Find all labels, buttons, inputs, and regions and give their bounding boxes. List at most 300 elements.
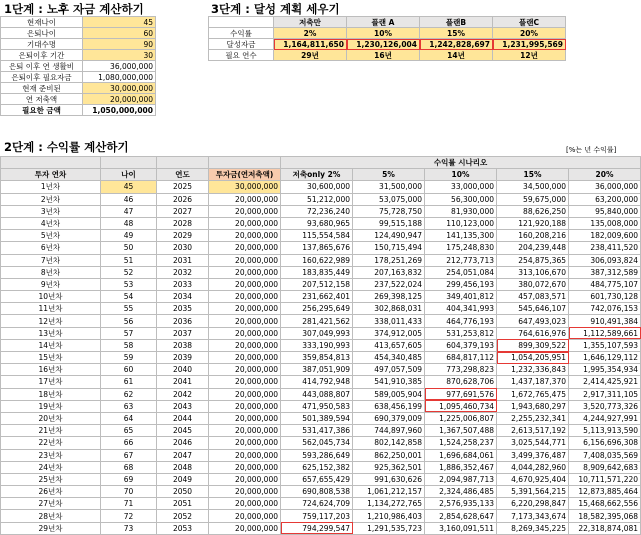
fund-value-cell[interactable]: 30,000,000 bbox=[83, 83, 156, 94]
table-cell[interactable]: 3,520,773,326 bbox=[569, 400, 641, 412]
table-cell[interactable]: 2,414,425,921 bbox=[569, 376, 641, 388]
table-cell[interactable]: 589,005,904 bbox=[353, 388, 425, 400]
table-cell[interactable]: 2036 bbox=[157, 315, 209, 327]
table-cell[interactable]: 30,000,000 bbox=[209, 181, 281, 193]
table-cell[interactable]: 2,576,935,133 bbox=[425, 498, 497, 510]
table-cell[interactable]: 2,854,628,647 bbox=[425, 510, 497, 522]
table-cell[interactable]: 2053 bbox=[157, 522, 209, 534]
table-cell[interactable]: 2049 bbox=[157, 473, 209, 485]
fund-value-cell[interactable]: 1,050,000,000 bbox=[83, 105, 156, 116]
table-cell[interactable]: 59,675,000 bbox=[497, 193, 569, 205]
table-cell[interactable]: 307,049,993 bbox=[281, 327, 353, 339]
table-cell[interactable]: 2041 bbox=[157, 376, 209, 388]
table-cell[interactable]: 794,299,547 bbox=[281, 522, 353, 534]
table-cell[interactable]: 19년차 bbox=[1, 400, 101, 412]
plan-value-cell[interactable]: 16년 bbox=[347, 50, 420, 61]
table-cell[interactable]: 10,711,571,220 bbox=[569, 473, 641, 485]
table-cell[interactable]: 204,239,448 bbox=[497, 242, 569, 254]
table-cell[interactable]: 20,000,000 bbox=[209, 217, 281, 229]
table-cell[interactable]: 545,646,107 bbox=[497, 303, 569, 315]
table-cell[interactable]: 2043 bbox=[157, 400, 209, 412]
table-cell[interactable]: 6,156,696,308 bbox=[569, 437, 641, 449]
table-cell[interactable]: 387,312,589 bbox=[569, 266, 641, 278]
table-cell[interactable]: 2050 bbox=[157, 486, 209, 498]
table-cell[interactable]: 62 bbox=[101, 388, 157, 400]
column-header: 투자 연차 bbox=[1, 169, 101, 181]
table-cell[interactable]: 2040 bbox=[157, 364, 209, 376]
table-cell[interactable]: 36,000,000 bbox=[569, 181, 641, 193]
plan-value-cell[interactable]: 20% bbox=[493, 28, 566, 39]
table-cell[interactable]: 56,300,000 bbox=[425, 193, 497, 205]
table-cell[interactable]: 531,417,386 bbox=[281, 425, 353, 437]
table-cell[interactable]: 17년차 bbox=[1, 376, 101, 388]
table-cell[interactable]: 20,000,000 bbox=[209, 242, 281, 254]
table-cell[interactable]: 47 bbox=[101, 205, 157, 217]
table-cell[interactable]: 269,398,125 bbox=[353, 291, 425, 303]
fund-row bbox=[1, 83, 156, 94]
table-cell[interactable]: 2,255,232,341 bbox=[497, 412, 569, 424]
table-cell[interactable]: 6,220,298,847 bbox=[497, 498, 569, 510]
table-cell[interactable]: 870,628,706 bbox=[425, 376, 497, 388]
table-cell[interactable]: 4,244,927,991 bbox=[569, 412, 641, 424]
table-cell[interactable]: 53 bbox=[101, 278, 157, 290]
plan-value-cell[interactable]: 15% bbox=[420, 28, 493, 39]
table-cell[interactable]: 4,670,925,404 bbox=[497, 473, 569, 485]
table-cell[interactable]: 2033 bbox=[157, 278, 209, 290]
table-cell[interactable]: 387,051,909 bbox=[281, 364, 353, 376]
table-cell[interactable]: 254,051,084 bbox=[425, 266, 497, 278]
table-cell[interactable]: 18년차 bbox=[1, 388, 101, 400]
table-cell[interactable]: 20,000,000 bbox=[209, 230, 281, 242]
table-cell[interactable]: 3년차 bbox=[1, 205, 101, 217]
table-cell[interactable]: 4,044,282,960 bbox=[497, 461, 569, 473]
table-cell[interactable]: 20,000,000 bbox=[209, 522, 281, 534]
table-cell[interactable]: 22년차 bbox=[1, 437, 101, 449]
table-row bbox=[1, 291, 641, 303]
table-cell[interactable]: 20,000,000 bbox=[209, 193, 281, 205]
table-cell[interactable]: 99,515,188 bbox=[353, 217, 425, 229]
table-cell[interactable]: 20,000,000 bbox=[209, 364, 281, 376]
table-cell[interactable]: 1,355,107,593 bbox=[569, 339, 641, 351]
table-cell[interactable]: 182,009,600 bbox=[569, 230, 641, 242]
plan-row bbox=[209, 39, 566, 50]
table-cell[interactable]: 2032 bbox=[157, 266, 209, 278]
table-cell[interactable]: 414,792,948 bbox=[281, 376, 353, 388]
table-cell[interactable]: 404,341,993 bbox=[425, 303, 497, 315]
table-cell[interactable]: 20,000,000 bbox=[209, 461, 281, 473]
table-cell[interactable]: 7,173,343,674 bbox=[497, 510, 569, 522]
table-cell[interactable]: 11년차 bbox=[1, 303, 101, 315]
table-cell[interactable]: 20,000,000 bbox=[209, 205, 281, 217]
table-cell[interactable]: 70 bbox=[101, 486, 157, 498]
table-cell[interactable]: 256,295,649 bbox=[281, 303, 353, 315]
table-cell[interactable]: 59 bbox=[101, 352, 157, 364]
table-cell[interactable]: 183,835,449 bbox=[281, 266, 353, 278]
table-cell[interactable]: 93,680,965 bbox=[281, 217, 353, 229]
table-cell[interactable]: 2030 bbox=[157, 242, 209, 254]
table-cell[interactable]: 1,225,006,807 bbox=[425, 412, 497, 424]
table-cell[interactable]: 744,897,960 bbox=[353, 425, 425, 437]
table-cell[interactable]: 1,112,589,661 bbox=[569, 327, 641, 339]
table-cell[interactable]: 115,554,584 bbox=[281, 230, 353, 242]
table-cell[interactable]: 2031 bbox=[157, 254, 209, 266]
table-cell[interactable]: 95,840,000 bbox=[569, 205, 641, 217]
table-cell[interactable]: 764,616,976 bbox=[497, 327, 569, 339]
table-cell[interactable]: 3,499,376,487 bbox=[497, 449, 569, 461]
plan-value-cell[interactable]: 14년 bbox=[420, 50, 493, 61]
table-cell[interactable]: 281,421,562 bbox=[281, 315, 353, 327]
table-cell[interactable]: 88,626,250 bbox=[497, 205, 569, 217]
table-cell[interactable]: 72 bbox=[101, 510, 157, 522]
table-cell[interactable]: 24년차 bbox=[1, 461, 101, 473]
table-cell[interactable]: 2048 bbox=[157, 461, 209, 473]
table-cell[interactable]: 20,000,000 bbox=[209, 498, 281, 510]
table-cell[interactable]: 5년차 bbox=[1, 230, 101, 242]
table-cell[interactable]: 121,920,188 bbox=[497, 217, 569, 229]
table-cell[interactable]: 3,160,091,511 bbox=[425, 522, 497, 534]
table-cell[interactable]: 61 bbox=[101, 376, 157, 388]
table-cell[interactable]: 14년차 bbox=[1, 339, 101, 351]
table-cell[interactable]: 5,391,564,215 bbox=[497, 486, 569, 498]
table-cell[interactable]: 977,691,576 bbox=[425, 388, 497, 400]
table-cell[interactable]: 20,000,000 bbox=[209, 327, 281, 339]
table-cell[interactable]: 63,200,000 bbox=[569, 193, 641, 205]
table-cell[interactable]: 45 bbox=[101, 181, 157, 193]
table-cell[interactable]: 1,524,258,237 bbox=[425, 437, 497, 449]
table-cell[interactable]: 2,324,486,485 bbox=[425, 486, 497, 498]
table-cell[interactable]: 254,875,365 bbox=[497, 254, 569, 266]
table-cell[interactable]: 52 bbox=[101, 266, 157, 278]
table-cell[interactable]: 313,106,670 bbox=[497, 266, 569, 278]
table-cell[interactable]: 20,000,000 bbox=[209, 278, 281, 290]
table-cell[interactable]: 454,340,485 bbox=[353, 352, 425, 364]
table-cell[interactable]: 81,930,000 bbox=[425, 205, 497, 217]
table-row bbox=[1, 437, 641, 449]
table-cell[interactable]: 150,715,494 bbox=[353, 242, 425, 254]
table-cell[interactable]: 68 bbox=[101, 461, 157, 473]
table-cell[interactable]: 2052 bbox=[157, 510, 209, 522]
table-cell[interactable]: 3,025,544,771 bbox=[497, 437, 569, 449]
table-cell[interactable]: 53,075,000 bbox=[353, 193, 425, 205]
column-header: 연도 bbox=[157, 169, 209, 181]
table-cell[interactable]: 657,655,429 bbox=[281, 473, 353, 485]
table-cell[interactable]: 71 bbox=[101, 498, 157, 510]
table-cell[interactable]: 484,775,107 bbox=[569, 278, 641, 290]
table-cell[interactable]: 443,088,807 bbox=[281, 388, 353, 400]
table-cell[interactable]: 1,995,354,934 bbox=[569, 364, 641, 376]
table-cell[interactable]: 2037 bbox=[157, 327, 209, 339]
table-cell[interactable]: 57 bbox=[101, 327, 157, 339]
table-cell[interactable]: 2051 bbox=[157, 498, 209, 510]
table-row bbox=[1, 339, 641, 351]
table-cell[interactable]: 531,253,812 bbox=[425, 327, 497, 339]
table-cell[interactable]: 349,401,812 bbox=[425, 291, 497, 303]
table-cell[interactable]: 302,868,031 bbox=[353, 303, 425, 315]
table-cell[interactable]: 464,776,193 bbox=[425, 315, 497, 327]
table-cell[interactable]: 20,000,000 bbox=[209, 400, 281, 412]
table-cell[interactable]: 1,054,205,951 bbox=[497, 352, 569, 364]
table-cell[interactable]: 20,000,000 bbox=[209, 352, 281, 364]
table-cell[interactable]: 20,000,000 bbox=[209, 266, 281, 278]
table-cell[interactable]: 20,000,000 bbox=[209, 291, 281, 303]
table-cell[interactable]: 1,672,765,475 bbox=[497, 388, 569, 400]
scenario-spacer bbox=[101, 157, 157, 169]
table-cell[interactable]: 359,854,813 bbox=[281, 352, 353, 364]
plan-value-cell[interactable]: 2% bbox=[274, 28, 347, 39]
table-cell[interactable]: 2039 bbox=[157, 352, 209, 364]
table-cell[interactable]: 2046 bbox=[157, 437, 209, 449]
table-cell[interactable]: 1,886,352,467 bbox=[425, 461, 497, 473]
fund-value-cell[interactable]: 20,000,000 bbox=[83, 94, 156, 105]
plan-value-cell[interactable]: 1,230,126,004 bbox=[347, 39, 420, 50]
table-cell[interactable]: 65 bbox=[101, 425, 157, 437]
table-cell[interactable]: 207,163,832 bbox=[353, 266, 425, 278]
table-cell[interactable]: 20,000,000 bbox=[209, 486, 281, 498]
table-cell[interactable]: 2,094,987,713 bbox=[425, 473, 497, 485]
table-cell[interactable]: 25년차 bbox=[1, 473, 101, 485]
table-cell[interactable]: 12,873,885,464 bbox=[569, 486, 641, 498]
table-cell[interactable]: 2027 bbox=[157, 205, 209, 217]
table-cell[interactable]: 51 bbox=[101, 254, 157, 266]
table-cell[interactable]: 16년차 bbox=[1, 364, 101, 376]
table-cell[interactable]: 124,490,947 bbox=[353, 230, 425, 242]
table-cell[interactable]: 26년차 bbox=[1, 486, 101, 498]
table-cell[interactable]: 802,142,858 bbox=[353, 437, 425, 449]
table-cell[interactable]: 67 bbox=[101, 449, 157, 461]
table-cell[interactable]: 1,367,507,488 bbox=[425, 425, 497, 437]
table-cell[interactable]: 212,773,713 bbox=[425, 254, 497, 266]
table-cell[interactable]: 541,910,385 bbox=[353, 376, 425, 388]
table-cell[interactable]: 374,912,005 bbox=[353, 327, 425, 339]
table-cell[interactable]: 54 bbox=[101, 291, 157, 303]
table-cell[interactable]: 647,493,023 bbox=[497, 315, 569, 327]
table-cell[interactable]: 1년차 bbox=[1, 181, 101, 193]
plan-value-cell[interactable]: 1,242,828,697 bbox=[420, 39, 493, 50]
table-cell[interactable]: 1,943,680,297 bbox=[497, 400, 569, 412]
table-cell[interactable]: 690,808,538 bbox=[281, 486, 353, 498]
table-cell[interactable]: 231,662,401 bbox=[281, 291, 353, 303]
table-cell[interactable]: 20년차 bbox=[1, 412, 101, 424]
table-cell[interactable]: 684,817,112 bbox=[425, 352, 497, 364]
table-cell[interactable]: 30,600,000 bbox=[281, 181, 353, 193]
table-cell[interactable]: 15,468,662,556 bbox=[569, 498, 641, 510]
table-cell[interactable]: 2047 bbox=[157, 449, 209, 461]
plan-value-cell[interactable]: 1,164,811,650 bbox=[274, 39, 347, 50]
table-cell[interactable]: 562,045,734 bbox=[281, 437, 353, 449]
table-cell[interactable]: 75,728,750 bbox=[353, 205, 425, 217]
table-cell[interactable]: 60 bbox=[101, 364, 157, 376]
table-cell[interactable]: 2029 bbox=[157, 230, 209, 242]
table-cell[interactable]: 207,512,158 bbox=[281, 278, 353, 290]
retirement-fund-table bbox=[0, 16, 156, 116]
fund-label: 현재나이 bbox=[1, 17, 83, 28]
plan-label: 달성자금 bbox=[209, 39, 274, 50]
table-cell[interactable]: 862,250,001 bbox=[353, 449, 425, 461]
fund-label: 필요한 금액 bbox=[1, 105, 83, 116]
table-cell[interactable]: 135,008,000 bbox=[569, 217, 641, 229]
table-cell[interactable]: 4년차 bbox=[1, 217, 101, 229]
table-cell[interactable]: 2년차 bbox=[1, 193, 101, 205]
table-cell[interactable]: 8년차 bbox=[1, 266, 101, 278]
fund-value-cell[interactable]: 60 bbox=[83, 28, 156, 39]
table-cell[interactable]: 1,134,272,765 bbox=[353, 498, 425, 510]
fund-label: 은퇴이후 필요자금 bbox=[1, 72, 83, 83]
table-cell[interactable]: 1,437,187,370 bbox=[497, 376, 569, 388]
table-cell[interactable]: 601,730,128 bbox=[569, 291, 641, 303]
table-cell[interactable]: 2025 bbox=[157, 181, 209, 193]
table-cell[interactable]: 63 bbox=[101, 400, 157, 412]
table-cell[interactable]: 604,379,193 bbox=[425, 339, 497, 351]
table-cell[interactable]: 1,646,129,112 bbox=[569, 352, 641, 364]
table-cell[interactable]: 58 bbox=[101, 339, 157, 351]
table-cell[interactable]: 20,000,000 bbox=[209, 339, 281, 351]
table-cell[interactable]: 1,232,336,843 bbox=[497, 364, 569, 376]
table-cell[interactable]: 160,622,989 bbox=[281, 254, 353, 266]
table-cell[interactable]: 991,630,626 bbox=[353, 473, 425, 485]
table-cell[interactable]: 724,624,709 bbox=[281, 498, 353, 510]
table-cell[interactable]: 238,411,520 bbox=[569, 242, 641, 254]
table-cell[interactable]: 306,093,824 bbox=[569, 254, 641, 266]
table-cell[interactable]: 625,152,382 bbox=[281, 461, 353, 473]
table-cell[interactable]: 51,212,000 bbox=[281, 193, 353, 205]
table-cell[interactable]: 20,000,000 bbox=[209, 437, 281, 449]
table-cell[interactable]: 333,190,993 bbox=[281, 339, 353, 351]
table-cell[interactable]: 8,909,642,683 bbox=[569, 461, 641, 473]
table-cell[interactable]: 501,389,594 bbox=[281, 412, 353, 424]
table-cell[interactable]: 73 bbox=[101, 522, 157, 534]
fund-value-cell[interactable]: 1,080,000,000 bbox=[83, 72, 156, 83]
fund-value-cell[interactable]: 30 bbox=[83, 50, 156, 61]
fund-value-cell[interactable]: 45 bbox=[83, 17, 156, 28]
table-cell[interactable]: 1,061,212,157 bbox=[353, 486, 425, 498]
table-cell[interactable]: 15년차 bbox=[1, 352, 101, 364]
table-cell[interactable]: 742,076,153 bbox=[569, 303, 641, 315]
table-cell[interactable]: 27년차 bbox=[1, 498, 101, 510]
table-cell[interactable]: 20,000,000 bbox=[209, 449, 281, 461]
table-cell[interactable]: 72,236,240 bbox=[281, 205, 353, 217]
table-cell[interactable]: 638,456,199 bbox=[353, 400, 425, 412]
table-cell[interactable]: 29년차 bbox=[1, 522, 101, 534]
table-row bbox=[1, 217, 641, 229]
table-cell[interactable]: 50 bbox=[101, 242, 157, 254]
table-cell[interactable]: 299,456,193 bbox=[425, 278, 497, 290]
table-cell[interactable]: 910,491,384 bbox=[569, 315, 641, 327]
table-cell[interactable]: 21년차 bbox=[1, 425, 101, 437]
table-cell[interactable]: 141,135,300 bbox=[425, 230, 497, 242]
table-cell[interactable]: 773,298,823 bbox=[425, 364, 497, 376]
table-cell[interactable]: 690,379,009 bbox=[353, 412, 425, 424]
table-cell[interactable]: 13년차 bbox=[1, 327, 101, 339]
table-cell[interactable]: 20,000,000 bbox=[209, 254, 281, 266]
table-cell[interactable]: 48 bbox=[101, 217, 157, 229]
table-cell[interactable]: 2,917,311,105 bbox=[569, 388, 641, 400]
plan-value-cell[interactable]: 10% bbox=[347, 28, 420, 39]
plan-value-cell[interactable]: 12년 bbox=[493, 50, 566, 61]
table-cell[interactable]: 2034 bbox=[157, 291, 209, 303]
table-cell[interactable]: 1,696,684,061 bbox=[425, 449, 497, 461]
table-cell[interactable]: 413,657,605 bbox=[353, 339, 425, 351]
table-cell[interactable]: 137,865,676 bbox=[281, 242, 353, 254]
table-cell[interactable]: 33,000,000 bbox=[425, 181, 497, 193]
table-cell[interactable]: 6년차 bbox=[1, 242, 101, 254]
table-cell[interactable]: 9년차 bbox=[1, 278, 101, 290]
table-cell[interactable]: 55 bbox=[101, 303, 157, 315]
table-cell[interactable]: 2028 bbox=[157, 217, 209, 229]
table-cell[interactable]: 110,123,000 bbox=[425, 217, 497, 229]
table-cell[interactable]: 759,117,203 bbox=[281, 510, 353, 522]
table-cell[interactable]: 925,362,501 bbox=[353, 461, 425, 473]
table-cell[interactable]: 2044 bbox=[157, 412, 209, 424]
plan-value-cell[interactable]: 29년 bbox=[274, 50, 347, 61]
table-cell[interactable]: 56 bbox=[101, 315, 157, 327]
fund-label: 현재 준비된 bbox=[1, 83, 83, 94]
table-cell[interactable]: 20,000,000 bbox=[209, 376, 281, 388]
table-cell[interactable]: 2026 bbox=[157, 193, 209, 205]
table-cell[interactable]: 237,522,024 bbox=[353, 278, 425, 290]
table-cell[interactable]: 20,000,000 bbox=[209, 425, 281, 437]
table-cell[interactable]: 69 bbox=[101, 473, 157, 485]
fund-value-cell[interactable]: 90 bbox=[83, 39, 156, 50]
table-cell[interactable]: 2045 bbox=[157, 425, 209, 437]
table-cell[interactable]: 1,210,986,403 bbox=[353, 510, 425, 522]
table-cell[interactable]: 23년차 bbox=[1, 449, 101, 461]
table-cell[interactable]: 49 bbox=[101, 230, 157, 242]
table-cell[interactable]: 22,318,874,081 bbox=[569, 522, 641, 534]
table-cell[interactable]: 160,208,216 bbox=[497, 230, 569, 242]
table-cell[interactable]: 20,000,000 bbox=[209, 510, 281, 522]
table-cell[interactable]: 64 bbox=[101, 412, 157, 424]
table-cell[interactable]: 20,000,000 bbox=[209, 388, 281, 400]
plan-value-cell[interactable]: 1,231,995,569 bbox=[493, 39, 566, 50]
table-cell[interactable]: 18,582,395,068 bbox=[569, 510, 641, 522]
fund-value-cell[interactable]: 36,000,000 bbox=[83, 61, 156, 72]
table-cell[interactable]: 899,309,522 bbox=[497, 339, 569, 351]
table-cell[interactable]: 380,072,670 bbox=[497, 278, 569, 290]
table-cell[interactable]: 338,011,433 bbox=[353, 315, 425, 327]
table-cell[interactable]: 471,950,583 bbox=[281, 400, 353, 412]
table-cell[interactable]: 20,000,000 bbox=[209, 303, 281, 315]
table-cell[interactable]: 20,000,000 bbox=[209, 473, 281, 485]
table-cell[interactable]: 7년차 bbox=[1, 254, 101, 266]
table-cell[interactable]: 2,613,517,192 bbox=[497, 425, 569, 437]
table-cell[interactable]: 593,286,649 bbox=[281, 449, 353, 461]
table-cell[interactable]: 8,269,345,225 bbox=[497, 522, 569, 534]
table-cell[interactable]: 12년차 bbox=[1, 315, 101, 327]
table-row bbox=[1, 461, 641, 473]
table-cell[interactable]: 28년차 bbox=[1, 510, 101, 522]
table-cell[interactable]: 497,057,509 bbox=[353, 364, 425, 376]
table-cell[interactable]: 7,408,035,569 bbox=[569, 449, 641, 461]
table-cell[interactable]: 10년차 bbox=[1, 291, 101, 303]
table-cell[interactable]: 5,113,913,590 bbox=[569, 425, 641, 437]
table-cell[interactable]: 20,000,000 bbox=[209, 315, 281, 327]
table-cell[interactable]: 46 bbox=[101, 193, 157, 205]
table-cell[interactable]: 178,251,269 bbox=[353, 254, 425, 266]
table-cell[interactable]: 20,000,000 bbox=[209, 412, 281, 424]
table-cell[interactable]: 175,248,830 bbox=[425, 242, 497, 254]
column-header: 10% bbox=[425, 169, 497, 181]
table-cell[interactable]: 34,500,000 bbox=[497, 181, 569, 193]
table-cell[interactable]: 2042 bbox=[157, 388, 209, 400]
table-cell[interactable]: 1,291,535,723 bbox=[353, 522, 425, 534]
table-cell[interactable]: 2035 bbox=[157, 303, 209, 315]
table-cell[interactable]: 2038 bbox=[157, 339, 209, 351]
table-cell[interactable]: 1,095,460,734 bbox=[425, 400, 497, 412]
table-cell[interactable]: 66 bbox=[101, 437, 157, 449]
table-cell[interactable]: 457,083,571 bbox=[497, 291, 569, 303]
table-row bbox=[1, 400, 641, 412]
table-cell[interactable]: 31,500,000 bbox=[353, 181, 425, 193]
